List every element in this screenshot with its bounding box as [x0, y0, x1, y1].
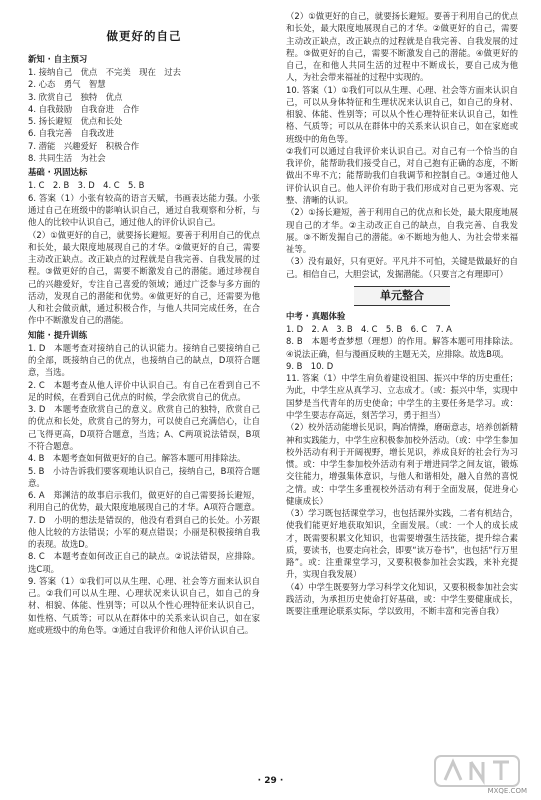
answer-paragraph: 1. D 2. A 3. B 4. C 5. B 6. C 7. A — [286, 324, 452, 335]
left-column — [28, 18, 260, 636]
unit-heading-box — [286, 286, 518, 306]
section-heading: 中考 · 真题体验 — [286, 310, 346, 321]
answer-paragraph: 6. 答案（1）小张有较高的语言天赋，书画表达能力强。小张通过自己在班级中的影响认识自己，通过自我观察和分析，与他人的比较中认识自己，通过他人的评价认识自己。 — [28, 192, 260, 228]
section-heading: 新知 · 自主预习 — [28, 53, 88, 64]
answer-paragraph: 9. B 10. D — [286, 360, 334, 371]
answer-paragraph: 11. 答案（1）中学生肩负着建设祖国、振兴中华的历史重任；为此，中学生应从真学习、立志成才。（或：振兴中华，实现中国梦是当代青年的历史使命；中学生的主要任务是学习。或：中学生要志存高远，刻苦学习，勇于担当） — [286, 373, 518, 421]
answer-paragraph: 3. D 本题考查欣赏自己的意义。欣赏自己的独特，欣赏自己的优点和长处，欣赏自己的努力，可以使自己充满信心，让自己飞得更高，D项符合题意，当选；A、C两项说法错误，B项不符合题意。 — [28, 404, 260, 452]
answer-paragraph: 8. 共同生活 为社会 — [28, 152, 106, 163]
answer-paragraph: 1. 接纳自己 优点 不完美 现在 过去 — [28, 67, 182, 78]
answer-paragraph: 2. C 本题考查从他人评价中认识自己。有自己在看到自己不足的时候，在看到自己优点的时候，学会欣赏自己的优点。 — [28, 379, 260, 402]
answer-paragraph: （2）校外活动能增长见识，陶冶情操，磨砺意志，培养创新精神和实践能力，中学生应积极参加校外活动。（或：中学生参加校外活动有利于开阔视野，增长见识，养成良好的社会行为习惯。或：中学生参加校外活动有利于增进同学之间友谊，锻炼交往能力，增强集体意识，与他人和谐相处，融入自然的喜悦之情。或：中学生多重视校外活动有利于全面发展，促进身心健康成长） — [286, 422, 518, 506]
answer-paragraph: 8. B 本题考查梦想（理想）的作用。解答本题可用排除法。④说法正确，但与漫画反映的主题无关，应排除。故选B项。 — [286, 336, 518, 359]
answer-paragraph: （3）没有最好，只有更好。平凡并不可怕，关键是做最好的自己。相信自己，大胆尝试，发掘潜能。（只要言之有理即可） — [286, 256, 518, 279]
right-column — [286, 10, 518, 618]
answer-paragraph: 8. C 本题考查如何改正自己的缺点。②说法错误，应排除。选C项。 — [28, 551, 260, 574]
answer-paragraph: 2. 心态 勇气 智慧 — [28, 79, 106, 90]
answer-paragraph: （2）①做更好的自己，就要扬长避短。要善于利用自己的优点和长处，最大限度地展现自己的才华。②做更好的自己，需要主动改正缺点，改正缺点的过程就是自我完善、自我发展的过程。③做更好的自己，需要不断激发自己的潜能。④做更好的自己，在和他人共同生活的过程中不断成长，要自己成为他人，为社会带来福祉的过程中实现的。 — [286, 11, 518, 83]
answer-paragraph: 4. B 本题考查如何做更好的自己。解答本题可用排除法。 — [28, 453, 246, 464]
page-number: · 29 · — [257, 776, 284, 786]
answer-paragraph: 9. 答案（1）①我们可以从生理、心理、社会等方面来认识自己。②我们可以从生理、心理状况来认识自己，如自己的身材、相貌、体能、性别等；可以从个性心理特征来认识自己，如性格、气质等；可以从在群体中的关系来认识自己，如在家庭或班级中的角色等。③通过自我评价和他人评价认识自己。 — [28, 575, 260, 635]
answer-paragraph: 3. 欣赏自己 独特 优点 — [28, 91, 123, 102]
section-heading: 基础 · 巩固达标 — [28, 167, 88, 178]
answer-paragraph: ②我们可以通过自我评价来认识自己。对自己有一个恰当的自我评价，能帮助我们接受自己，对自己抱有正确的态度，不断做出不卑不亢；能帮助我们自我调节和控制自己。③通过他人评价认识自己。他人评价有助于我们形成对自己更为客观、完整、清晰的认识。 — [286, 145, 518, 205]
page-title: 做更好的自己 — [106, 29, 182, 43]
section-heading: 知能 · 提升训练 — [28, 329, 88, 340]
answer-paragraph: （2）①做更好的自己，就要扬长避短。要善于利用自己的优点和长处，最大限度地展现自己的才华。②做更好的自己，需要主动改正缺点。改正缺点的过程就是自我完善、自我发展的过程。③做更好的自己，需要不断激发自己的潜能。通过珍视自己的兴趣爱好，专注自己喜爱的领域；通过广泛参与多方面的活动，发现自己的潜能和优势。④做更好的自己，还需要为他人和社会做贡献，通过积极合作，与他人共同完成任务，在合作中不断激发自己的潜能。 — [28, 229, 260, 326]
answer-paragraph: （4）中学生既要努力学习科学文化知识，又要积极参加社会实践活动，为承担历史使命打好基础，或：中学生要健康成长，既要注重理论联系实际，学以致用，不断丰富和完善自我） — [286, 581, 518, 617]
answer-paragraph: 4. 自我鼓励 自我奋进 合作 — [28, 103, 140, 114]
answer-paragraph: 1. C 2. B 3. D 4. C 5. B — [28, 180, 145, 191]
answer-paragraph: 7. 潜能 兴趣爱好 积极合作 — [28, 140, 140, 151]
answer-paragraph: 5. B 小诗告诉我们要客观地认识自己，接纳自己，B项符合题意。 — [28, 465, 260, 488]
answer-paragraph: 5. 扬长避短 优点和长处 — [28, 116, 123, 127]
unit-heading: 单元整合 — [354, 286, 450, 306]
answer-paragraph: （2）①扬长避短，善于利用自己的优点和长处，最大限度地展现自己的才华。②主动改正自己的缺点，自我完善、自我发展。③不断发掘自己的潜能。④不断地为他人、为社会带来福祉等。 — [286, 207, 518, 255]
answer-paragraph: 6. A 郑渊洁的故事启示我们，做更好的自己需要扬长避短，利用自己的优势，最大限度地展现自己的才华。A项符合题意。 — [28, 490, 260, 513]
answer-paragraph: （3）学习既包括课堂学习，也包括课外实践，二者有机结合，使我们能更好地获取知识，全面发展。（或：一个人的成长成才，既需要积累文化知识，也需要增强生活技能，提升综合素质，要读书，也要走向社会，即要“读万卷书”，也包括“行万里路”。或：注重课堂学习，又要积极参加社会实践，来补充提升，实现自我发展） — [286, 508, 518, 580]
answer-paragraph: 6. 自我完善 自我改进 — [28, 128, 115, 139]
watermark-text: MXQE.COM — [487, 787, 527, 795]
answer-paragraph: 1. D 本题考查对接纳自己的认识能力。接纳自己要接纳自己的全部，既接纳自己的优点，也接纳自己的缺点，D项符合题意，当选。 — [28, 342, 260, 378]
answer-paragraph: 7. D 小明的想法是错误的，他没有看到自己的长处。小芳跟他人比较的方法错误；小军的观点错误；小丽是积极接纳自我的表现。故选D。 — [28, 514, 260, 550]
answer-paragraph: 10. 答案（1）①我们可以从生理、心理、社会等方面来认识自己，可以从身体特征和生理状况来认识自己，如自己的身材、相貌、体能、性别等；可以从个性心理特征来认识自己，如性格、气质等；可以从在群体中的关系来认识自己，如在家庭或班级中的角色等。 — [286, 84, 518, 144]
